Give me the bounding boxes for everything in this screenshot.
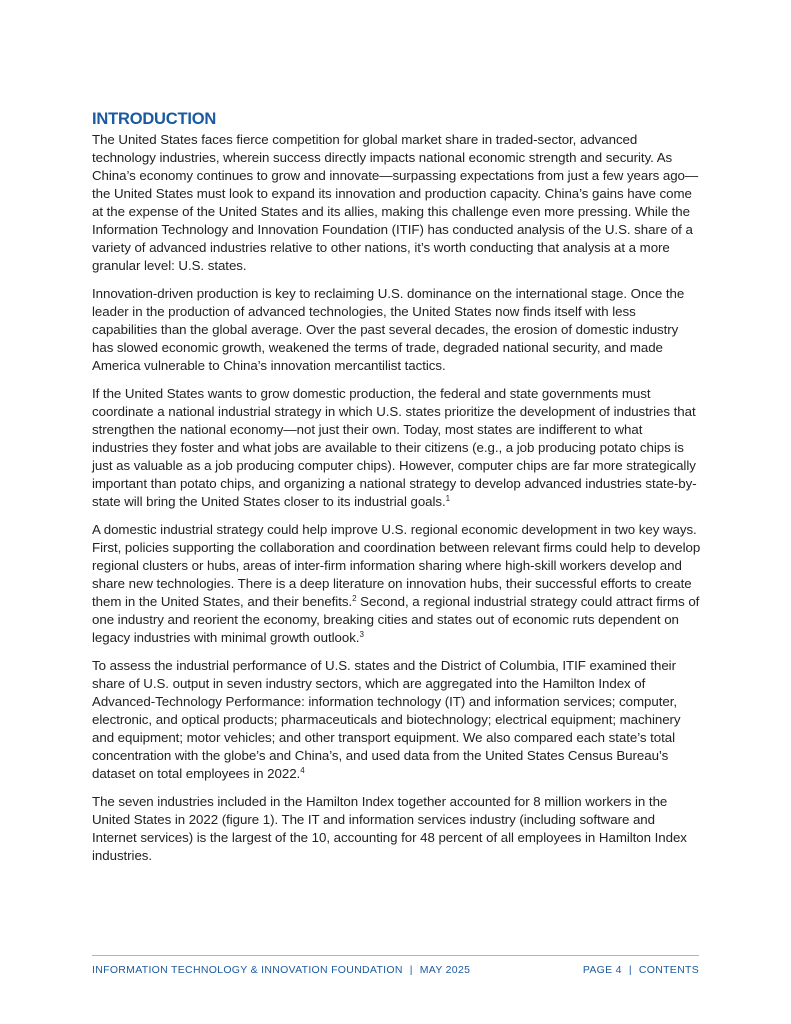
paragraph-text: The United States faces fierce competition for global market share in traded-sector, advanced technology industries, wherein success directly impacts national economic strength and security. As China’s economy continues to grow and innovate—surpassing expectations from just a few years ago—the United States must look to expand its innovation and production capacity. China’s gains have come at the expense of the United States and its allies, making this challenge even more pressing. While the Information Technology and Innovation Foundation (ITIF) has conducted analysis of the U.S. share of a variety of advanced industries relative to other nations, it’s worth conducting that analysis at a more granular level: U.S. states. <box>92 132 699 273</box>
footer-separator: | <box>409 964 413 976</box>
footer-left <box>92 964 470 976</box>
body-paragraph <box>92 131 702 275</box>
paragraph-text: If the United States wants to grow domestic production, the federal and state governments must coordinate a national industrial strategy in which U.S. states prioritize the development of industries that strengthen the national economy—not just their own. Today, most states are indifferent to what industries they foster and what jobs are available to their citizens (e.g., a job producing potato chips is just as valuable as a job producing computer chips). However, computer chips are far more strategically important than potato chips, and organizing a national strategy to develop advanced industries state-by-state will bring the United States closer to its industrial goals. <box>92 386 697 509</box>
footnote-marker[interactable]: 3 <box>359 630 364 639</box>
body-paragraph <box>92 285 702 375</box>
paragraph-text: To assess the industrial performance of U.S. states and the District of Columbia, ITIF examined their share of U.S. output in seven industry sectors, which are aggregated into the Hamilton Index of Advanced-Technology Performance: information technology (IT) and information services; computer, electronic, and optical products; pharmaceuticals and biotechnology; electrical equipment; machinery and equipment; motor vehicles; and other transport equipment. We also compared each state’s total concentration with the globe’s and China’s, and used data from the United States Census Bureau’s dataset on total employees in 2022. <box>92 658 681 781</box>
article-body <box>92 110 702 875</box>
paragraph-list <box>92 131 702 865</box>
footer-date: MAY 2025 <box>419 964 471 976</box>
contents-link[interactable]: CONTENTS <box>638 964 699 976</box>
paragraph-text: The seven industries included in the Hamilton Index together accounted for 8 million workers in the United States in 2022 (figure 1). The IT and information services industry (including software and Internet services) is the largest of the 10, accounting for 48 percent of all employees in Hamilton Index industries. <box>92 794 687 863</box>
footnote-marker[interactable]: 1 <box>445 494 451 503</box>
paragraph-text: A domestic industrial strategy could help improve U.S. regional economic development in two key ways. First, policies supporting the collaboration and coordination between relevant firms could help to develop regional clusters or hubs, areas of inter-firm information sharing where high-skill workers develop and share new technologies. There is a deep literature on innovation hubs, their successful efforts to create them in the United States, and their benefits. <box>92 522 701 609</box>
body-paragraph <box>92 521 702 647</box>
footer-divider <box>92 955 699 956</box>
footer-page-number: PAGE 4 <box>582 964 622 976</box>
body-paragraph <box>92 793 702 865</box>
section-heading: INTRODUCTION <box>92 110 217 128</box>
footer-right <box>583 964 699 976</box>
footnote-marker[interactable]: 4 <box>300 766 305 775</box>
paragraph-text: Second, a regional industrial strategy could attract firms of one industry and reorient the economy, breaking cities and states out of economic ruts dependent on legacy industries with minimal growth outlook. <box>92 594 700 645</box>
body-paragraph <box>92 385 702 511</box>
footer-separator: | <box>628 964 632 976</box>
page-footer <box>92 964 699 976</box>
footer-org: INFORMATION TECHNOLOGY & INNOVATION FOUNDATION <box>92 964 403 976</box>
paragraph-text: Innovation-driven production is key to reclaiming U.S. dominance on the international stage. Once the leader in the production of advanced technologies, the United States now finds itself with less capabilities than the global average. Over the past several decades, the erosion of domestic industry has slowed economic growth, weakened the terms of trade, degraded national security, and made America vulnerable to China’s innovation mercantilist tactics. <box>92 286 685 373</box>
body-paragraph <box>92 657 702 783</box>
footnote-marker[interactable]: 2 <box>352 594 357 603</box>
